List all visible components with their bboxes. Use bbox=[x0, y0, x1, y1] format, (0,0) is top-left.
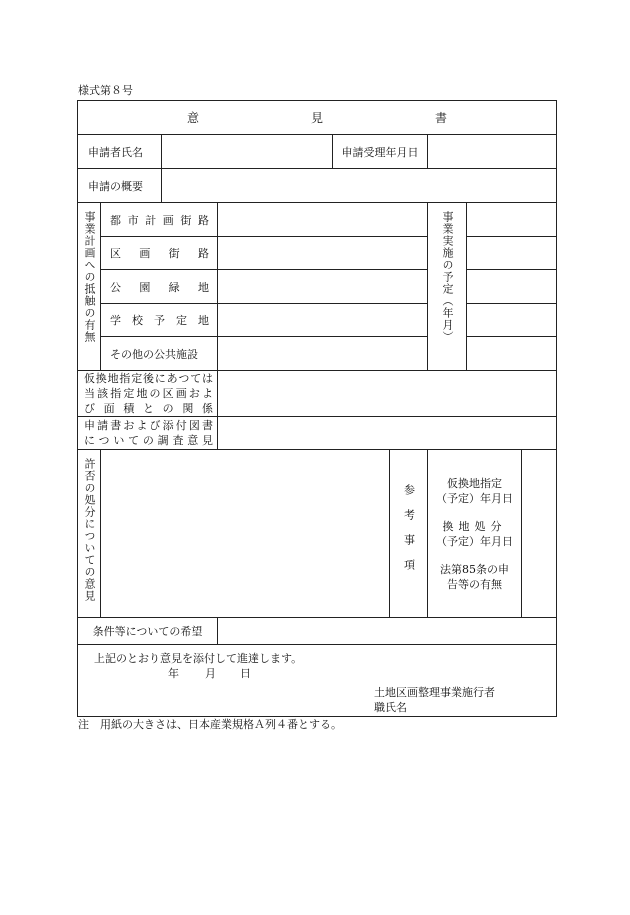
application-summary-field[interactable] bbox=[162, 169, 557, 203]
investigation-label-line: についての調査意見 bbox=[84, 434, 213, 447]
paper-size-note: 注 用紙の大きさは、日本産業規格Ａ列４番とする。 bbox=[78, 718, 342, 731]
application-summary-label: 申請の概要 bbox=[78, 169, 162, 203]
conflict-item-text: 区画街路 bbox=[110, 247, 209, 260]
conflict-item-field-4[interactable] bbox=[218, 304, 428, 337]
reference-label-cell bbox=[390, 450, 428, 618]
reference-item-line: 換地処分 bbox=[442, 519, 507, 533]
conflict-item-field-3[interactable] bbox=[218, 270, 428, 304]
investigation-label bbox=[78, 417, 218, 450]
relation-label-line: 当該指定地の区画およ bbox=[84, 387, 213, 400]
conflict-item-text: その他の公共施設 bbox=[110, 347, 198, 361]
relation-field[interactable] bbox=[218, 371, 557, 417]
conflict-item-label-3 bbox=[101, 270, 218, 304]
application-date-label: 申請受理年月日 bbox=[333, 135, 428, 169]
executor-name-label: 職氏名 bbox=[374, 701, 407, 714]
schedule-field-2[interactable] bbox=[467, 237, 557, 270]
executor-title: 土地区画整理事業施行者 bbox=[374, 686, 495, 699]
reference-item-2 bbox=[428, 519, 521, 549]
reference-item-line: （予定）年月日 bbox=[436, 491, 513, 505]
conflict-item-field-1[interactable] bbox=[218, 203, 428, 237]
conflict-section-label: 事業計画への抵触の有無 bbox=[83, 211, 96, 343]
schedule-field-4[interactable] bbox=[467, 304, 557, 337]
conflict-item-text: 都市計画街路 bbox=[110, 213, 209, 227]
conflict-item-label-4 bbox=[101, 304, 218, 337]
conflict-item-field-2[interactable] bbox=[218, 237, 428, 270]
applicant-name-label: 申請者氏名 bbox=[78, 135, 162, 169]
form-title-cell bbox=[78, 101, 557, 135]
conflict-item-label-2 bbox=[101, 237, 218, 270]
opinion-form-table bbox=[77, 100, 557, 717]
form-title: 意 見 書 bbox=[187, 111, 498, 125]
reference-item-line: （予定）年月日 bbox=[436, 534, 513, 548]
submission-statement-cell bbox=[78, 645, 557, 717]
conflict-item-label-1 bbox=[101, 203, 218, 237]
schedule-label: 事業実施の予定（年月） bbox=[441, 211, 454, 343]
relation-label-line: 仮換地指定後にあつては bbox=[84, 372, 213, 385]
date-month-label: 月 bbox=[205, 667, 216, 680]
submission-statement: 上記のとおり意見を添付して進達します。 bbox=[94, 652, 303, 665]
investigation-field[interactable] bbox=[218, 417, 557, 450]
conflict-item-text: 公園緑地 bbox=[110, 280, 209, 294]
reference-items bbox=[428, 450, 522, 618]
conflict-item-label-5 bbox=[101, 337, 218, 371]
date-day-label: 日 bbox=[240, 667, 251, 680]
form-number: 様式第８号 bbox=[78, 84, 133, 97]
conflict-item-text: 学校予定地 bbox=[110, 314, 209, 327]
schedule-label-cell bbox=[428, 203, 467, 371]
conditions-field[interactable] bbox=[218, 618, 557, 645]
schedule-field-3[interactable] bbox=[467, 270, 557, 304]
conditions-label: 条件等についての希望 bbox=[78, 618, 218, 645]
reference-item-1 bbox=[428, 476, 521, 506]
permission-label-cell bbox=[78, 450, 101, 618]
conflict-section-label-cell bbox=[78, 203, 101, 371]
schedule-field-1[interactable] bbox=[467, 203, 557, 237]
applicant-name-field[interactable] bbox=[162, 135, 333, 169]
relation-label-line: び面積との関係 bbox=[84, 402, 213, 415]
conflict-item-field-5[interactable] bbox=[218, 337, 428, 371]
submission-date bbox=[78, 666, 556, 681]
reference-field[interactable] bbox=[522, 450, 557, 618]
reference-item-3 bbox=[428, 562, 521, 592]
relation-label bbox=[78, 371, 218, 417]
investigation-label-line: 申請書および添付図書 bbox=[84, 419, 213, 432]
permission-label: 許否の処分についての意見 bbox=[83, 458, 96, 602]
reference-item-line: 法第85条の申 bbox=[440, 562, 509, 576]
date-year-label: 年 bbox=[168, 667, 179, 680]
reference-label: 参考事項 bbox=[402, 483, 416, 584]
application-date-field[interactable] bbox=[428, 135, 557, 169]
reference-item-line: 告等の有無 bbox=[447, 577, 502, 591]
permission-opinion-field[interactable] bbox=[101, 450, 390, 618]
schedule-field-5[interactable] bbox=[467, 337, 557, 371]
reference-item-line: 仮換地指定 bbox=[447, 476, 502, 490]
